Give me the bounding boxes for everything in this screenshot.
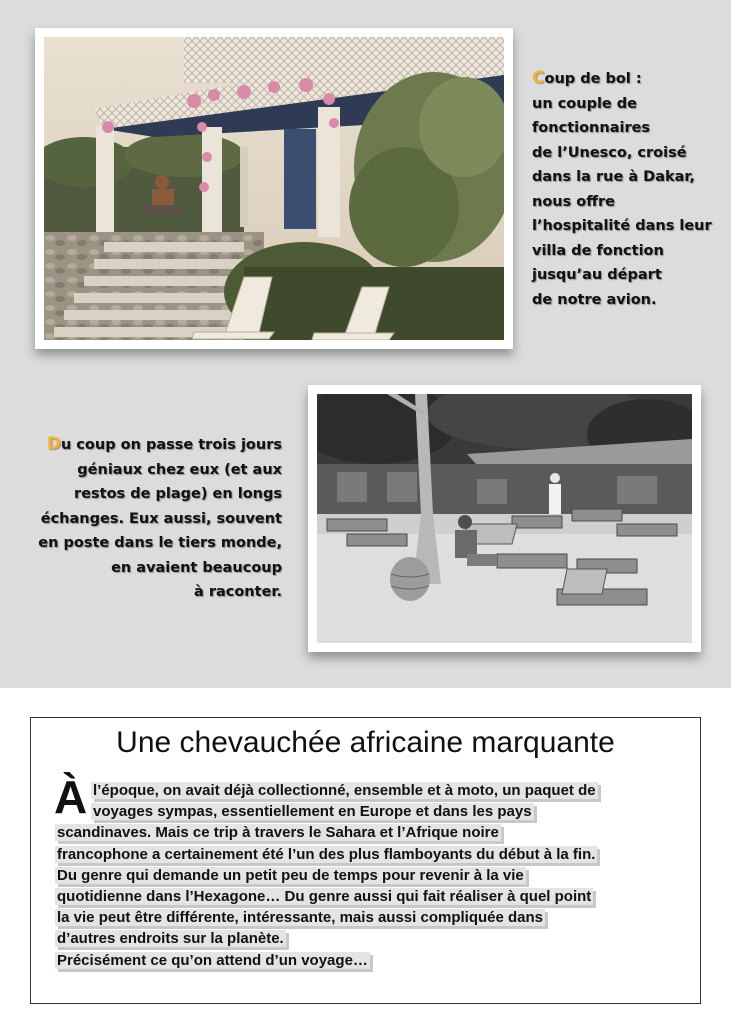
caption-unesco-couple xyxy=(532,66,722,312)
caption-line: dans la rue à Dakar, xyxy=(532,169,695,185)
restaurant-photo-frame xyxy=(308,385,701,652)
story-line: scandinaves. Mais ce trip à travers le Sahara et l’Afrique noire xyxy=(57,824,499,842)
story-line: l’époque, on avait déjà collectionné, ensemble et à moto, un paquet de xyxy=(93,782,596,799)
caption-line: en avaient beaucoup xyxy=(111,559,282,576)
caption-three-days xyxy=(30,432,282,605)
story-line: la vie peut être différente, intéressante, mais aussi compliquée dans xyxy=(57,909,544,927)
story-line: Précisément ce qu’on attend d’un voyage… xyxy=(57,951,368,969)
caption-line: jusqu’au départ xyxy=(532,267,662,283)
story-line: voyages sympas, essentiellement en Europe et dans les pays xyxy=(93,803,532,821)
caption-line: oup de bol : xyxy=(544,71,642,87)
caption-line: nous offre xyxy=(532,193,615,210)
story-title: Une chevauchée africaine marquante xyxy=(116,726,615,759)
caption-line: l’hospitalité dans leur xyxy=(532,218,712,234)
caption-line: géniaux chez eux (et aux xyxy=(77,461,282,478)
caption-line: u coup on passe trois jours xyxy=(60,437,282,453)
caption-line: de notre avion. xyxy=(532,291,657,308)
beach-restaurant-photo xyxy=(317,394,692,643)
story-body xyxy=(54,771,695,971)
caption-line: villa de fonction xyxy=(532,242,664,259)
story-box xyxy=(30,717,701,1004)
caption-line: un couple de xyxy=(532,95,638,112)
story-line: quotidienne dans l’Hexagone… Du genre aussi qui fait réaliser à quel point xyxy=(57,888,592,906)
caption-line: de l’Unesco, croisé xyxy=(532,144,687,161)
caption-line: fonctionnaires xyxy=(532,120,651,136)
caption-dropcap: C xyxy=(532,68,545,88)
caption-line: restos de plage) en longs xyxy=(74,486,282,502)
story-line: francophone a certainement été l’un des plus flamboyants du début à la fin. xyxy=(57,845,596,863)
caption-line: à raconter. xyxy=(193,584,282,600)
caption-line: en poste dans le tiers monde, xyxy=(38,535,282,551)
story-line: Du genre qui demande un petit peu de temps pour revenir à la vie xyxy=(57,866,524,884)
caption-dropcap: D xyxy=(46,434,61,454)
villa-terrace-photo xyxy=(44,37,504,340)
story-line: d’autres endroits sur la planète. xyxy=(57,930,284,948)
caption-line: échanges. Eux aussi, souvent xyxy=(40,510,282,527)
villa-photo-frame xyxy=(35,28,513,349)
story-dropcap: À xyxy=(54,771,88,823)
